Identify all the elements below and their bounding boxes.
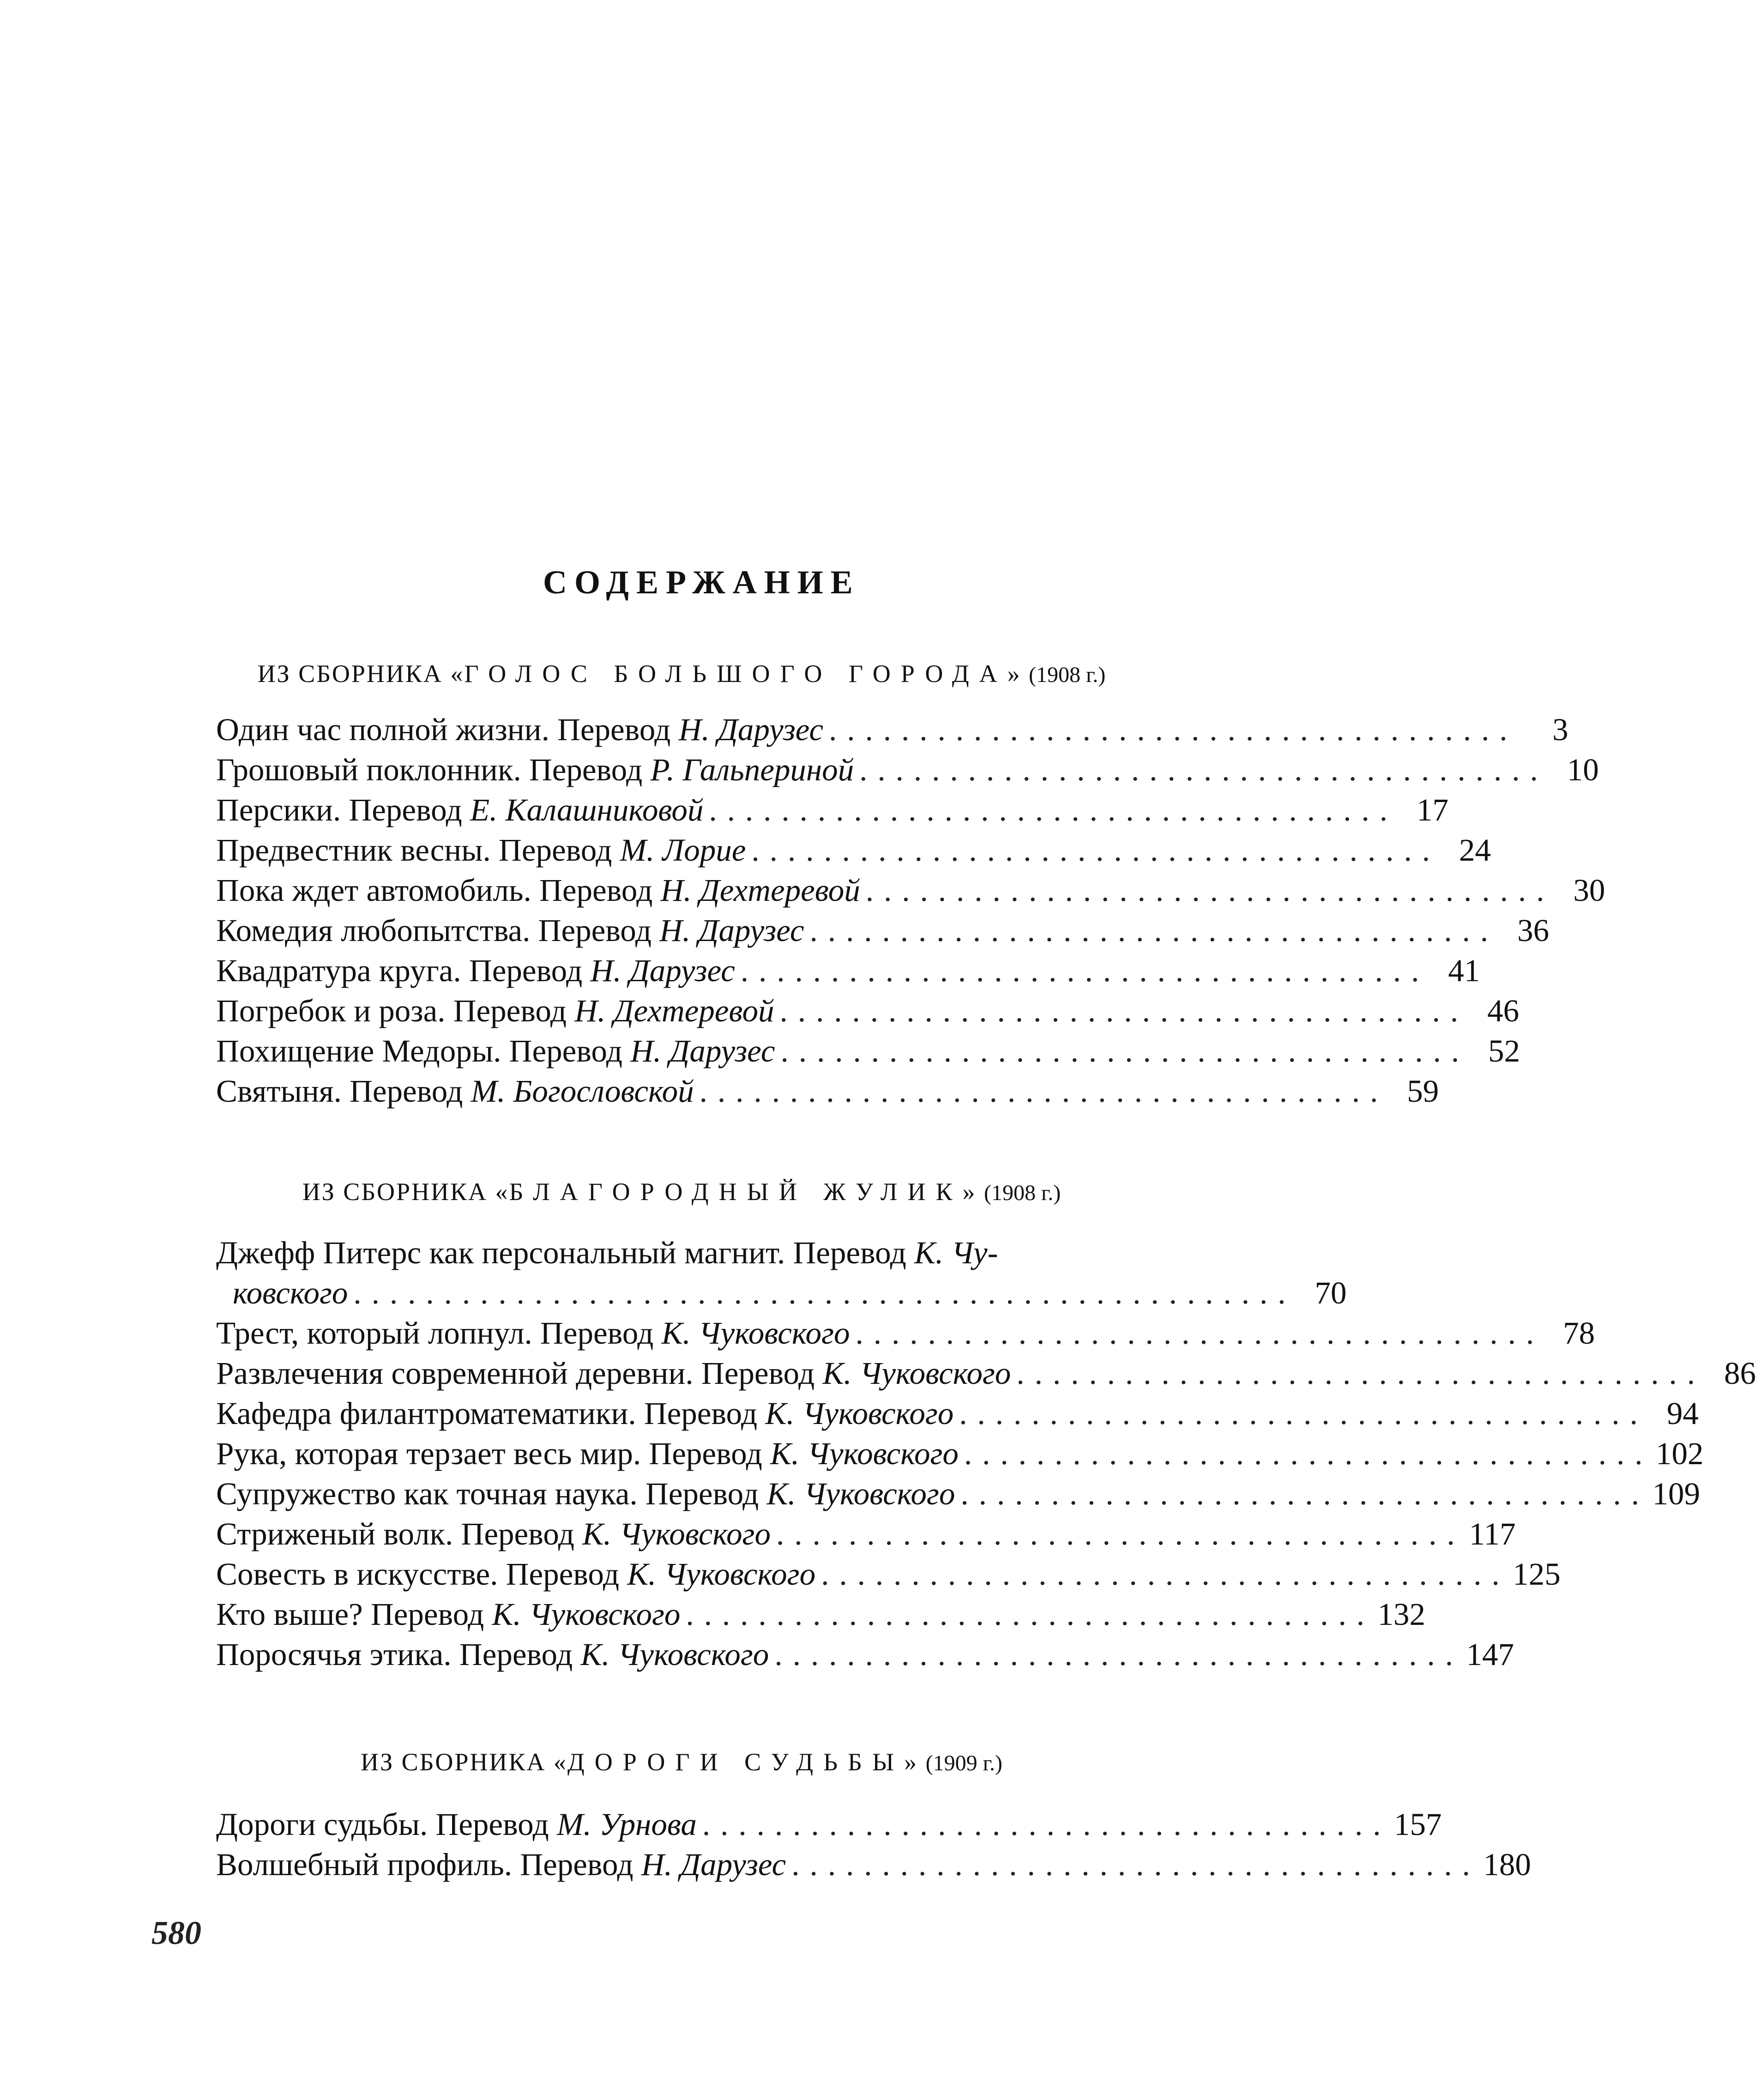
toc-section-2 bbox=[216, 1233, 1756, 1675]
leader-dots: ...................................... bbox=[821, 1557, 1510, 1592]
entry-page: 70 bbox=[1315, 1275, 1347, 1310]
toc-entry[interactable] bbox=[216, 991, 1519, 1031]
entry-page: 147 bbox=[1466, 1637, 1514, 1672]
toc-entry[interactable] bbox=[216, 1514, 1516, 1554]
entry-translator: К. Чуковского bbox=[582, 1516, 771, 1551]
entry-page: 52 bbox=[1488, 1033, 1520, 1068]
entry-title: Развлечения современной деревни. Перевод bbox=[216, 1356, 815, 1391]
entry-page: 109 bbox=[1652, 1476, 1700, 1511]
entry-page: 59 bbox=[1407, 1074, 1439, 1109]
toc-entry[interactable] bbox=[216, 1804, 1442, 1845]
toc-section-1 bbox=[216, 710, 1605, 1111]
toc-entry[interactable] bbox=[216, 1434, 1704, 1474]
entry-page: 3 bbox=[1552, 712, 1569, 747]
toc-entry[interactable] bbox=[216, 870, 1605, 911]
entry-translator: К. Чуковского bbox=[822, 1356, 1011, 1391]
entry-translator: Н. Дехтеревой bbox=[574, 993, 774, 1028]
section-year: (1908 г.) bbox=[984, 1181, 1061, 1205]
leader-dots: ...................................... bbox=[740, 953, 1430, 988]
entry-page: 157 bbox=[1394, 1807, 1442, 1842]
toc-entry[interactable] bbox=[216, 1233, 1186, 1273]
entry-translator: Е. Калашниковой bbox=[470, 792, 704, 827]
toc-entry[interactable] bbox=[216, 911, 1549, 951]
leader-dots: ...................................... bbox=[774, 1637, 1463, 1672]
page-number: 580 bbox=[151, 1914, 201, 1951]
entry-title: Святыня. Перевод bbox=[216, 1074, 463, 1109]
toc-entry[interactable] bbox=[216, 1031, 1520, 1071]
leader-dots: ...................................... bbox=[964, 1436, 1653, 1471]
entry-translator: К. Чуковского bbox=[627, 1557, 816, 1592]
entry-title: Кто выше? Перевод bbox=[216, 1597, 484, 1632]
entry-title: Грошовый поклонник. Перевод bbox=[216, 752, 643, 787]
section-prefix: ИЗ СБОРНИКА « bbox=[361, 1748, 567, 1776]
section-name: ГОЛОС БОЛЬШОГО ГОРОДА bbox=[464, 660, 1008, 688]
section-suffix: » bbox=[1007, 660, 1021, 688]
leader-dots: ...................................... bbox=[709, 792, 1398, 827]
entry-page: 117 bbox=[1469, 1516, 1516, 1551]
leader-dots: ...................................... bbox=[791, 1847, 1480, 1882]
entry-page: 46 bbox=[1487, 993, 1519, 1028]
entry-translator: К. Чуковского bbox=[580, 1637, 769, 1672]
entry-title: Поросячья этика. Перевод bbox=[216, 1637, 573, 1672]
entry-translator: Н. Дарузес bbox=[630, 1033, 775, 1068]
entry-title: Один час полной жизни. Перевод bbox=[216, 712, 671, 747]
entry-translator: Р. Гальпериной bbox=[650, 752, 854, 787]
section-name: ДОРОГИ СУДЬБЫ bbox=[567, 1748, 905, 1776]
leader-dots: ...................................... bbox=[959, 1396, 1648, 1431]
leader-dots: ...................................... bbox=[751, 833, 1440, 868]
entry-translator: К. Чу- bbox=[914, 1235, 998, 1270]
entry-page: 94 bbox=[1666, 1396, 1699, 1431]
entry-title: Комедия любопытства. Перевод bbox=[216, 913, 652, 948]
leader-dots: ...................................... bbox=[702, 1807, 1391, 1842]
entry-page: 17 bbox=[1416, 792, 1448, 827]
section-prefix: ИЗ СБОРНИКА « bbox=[302, 1178, 509, 1206]
entry-translator: К. Чуковского bbox=[661, 1316, 850, 1351]
entry-title: Предвестник весны. Перевод bbox=[216, 833, 612, 868]
section-year: (1909 г.) bbox=[925, 1751, 1002, 1775]
toc-entry[interactable] bbox=[216, 750, 1599, 790]
page-title: СОДЕРЖАНИЕ bbox=[543, 564, 860, 601]
leader-dots: ...................................... bbox=[780, 1033, 1469, 1068]
toc-entry[interactable] bbox=[216, 1474, 1700, 1514]
leader-dots: ...................................... bbox=[1016, 1356, 1705, 1391]
toc-entry[interactable] bbox=[216, 710, 1569, 750]
entry-page: 102 bbox=[1655, 1436, 1704, 1471]
leader-dots: ...................................... bbox=[699, 1074, 1388, 1109]
section-suffix: » bbox=[904, 1748, 918, 1776]
entry-title: Совесть в искусстве. Перевод bbox=[216, 1557, 619, 1592]
toc-entry[interactable] bbox=[216, 1071, 1439, 1111]
entry-translator: Н. Дарузес bbox=[678, 712, 823, 747]
entry-title: Рука, которая терзает весь мир. Перевод bbox=[216, 1436, 762, 1471]
toc-entry[interactable] bbox=[216, 1353, 1756, 1394]
entry-page: 86 bbox=[1724, 1356, 1756, 1391]
section-name: БЛАГОРОДНЫЙ ЖУЛИК bbox=[509, 1178, 963, 1206]
entry-page: 125 bbox=[1513, 1557, 1561, 1592]
entry-title: Пока ждет автомобиль. Перевод bbox=[216, 873, 653, 908]
entry-translator: Н. Дарузес bbox=[590, 953, 735, 988]
entry-translator: К. Чуковского bbox=[766, 1476, 955, 1511]
entry-title: Похищение Медоры. Перевод bbox=[216, 1033, 622, 1068]
entry-translator: К. Чуковского bbox=[770, 1436, 959, 1471]
toc-entry[interactable] bbox=[216, 1394, 1699, 1434]
leader-dots: ...................................... bbox=[686, 1597, 1375, 1632]
section-heading-1 bbox=[0, 659, 1363, 688]
leader-dots: ...................................... bbox=[855, 1316, 1544, 1351]
entry-translator: Н. Дарузес bbox=[659, 913, 804, 948]
toc-entry-continuation[interactable] bbox=[216, 1273, 1347, 1313]
entry-page: 36 bbox=[1517, 913, 1549, 948]
leader-dots: ...................................... bbox=[865, 873, 1555, 908]
section-heading-3 bbox=[0, 1748, 1363, 1776]
entry-title: Супружество как точная наука. Перевод bbox=[216, 1476, 759, 1511]
entry-page: 78 bbox=[1563, 1316, 1595, 1351]
entry-page: 10 bbox=[1567, 752, 1599, 787]
entry-title: Джефф Питерс как персональный магнит. Перевод bbox=[216, 1235, 906, 1270]
toc-entry[interactable] bbox=[216, 1635, 1514, 1675]
section-year: (1908 г.) bbox=[1029, 663, 1106, 687]
leader-dots: ...................................... bbox=[779, 993, 1468, 1028]
entry-translator: ковского bbox=[233, 1275, 348, 1310]
entry-page: 180 bbox=[1483, 1847, 1531, 1882]
toc-entry[interactable] bbox=[216, 1594, 1425, 1635]
leader-dots: ...................................... bbox=[960, 1476, 1649, 1511]
leader-dots: .................................................... bbox=[353, 1275, 1296, 1310]
entry-title: Квадратура круга. Перевод bbox=[216, 953, 583, 988]
toc-entry[interactable] bbox=[216, 790, 1448, 830]
section-heading-2 bbox=[0, 1177, 1363, 1206]
section-suffix: » bbox=[962, 1178, 977, 1206]
leader-dots: ...................................... bbox=[859, 752, 1548, 787]
entry-page: 132 bbox=[1377, 1597, 1425, 1632]
entry-title: Персики. Перевод bbox=[216, 792, 462, 827]
leader-dots: ...................................... bbox=[828, 712, 1518, 747]
entry-translator: К. Чуковского bbox=[765, 1396, 954, 1431]
entry-translator: К. Чуковского bbox=[492, 1597, 681, 1632]
entry-page: 30 bbox=[1573, 873, 1605, 908]
entry-title: Стриженый волк. Перевод bbox=[216, 1516, 574, 1551]
toc-entry[interactable] bbox=[216, 1845, 1531, 1885]
entry-translator: Н. Дехтеревой bbox=[660, 873, 860, 908]
entry-page: 24 bbox=[1459, 833, 1491, 868]
toc-entry[interactable] bbox=[216, 1313, 1595, 1353]
entry-title: Погребок и роза. Перевод bbox=[216, 993, 567, 1028]
entry-title: Дороги судьбы. Перевод bbox=[216, 1807, 549, 1842]
entry-translator: М. Урнова bbox=[557, 1807, 697, 1842]
entry-translator: Н. Дарузес bbox=[641, 1847, 786, 1882]
toc-section-3 bbox=[216, 1804, 1531, 1885]
leader-dots: ...................................... bbox=[776, 1516, 1465, 1551]
section-prefix: ИЗ СБОРНИКА « bbox=[257, 660, 465, 688]
leader-dots: ...................................... bbox=[809, 913, 1498, 948]
entry-page: 41 bbox=[1448, 953, 1480, 988]
toc-entry[interactable] bbox=[216, 951, 1480, 991]
entry-title: Кафедра филантроматематики. Перевод bbox=[216, 1396, 758, 1431]
toc-entry[interactable] bbox=[216, 830, 1491, 870]
toc-entry[interactable] bbox=[216, 1554, 1561, 1594]
entry-title: Трест, который лопнул. Перевод bbox=[216, 1316, 654, 1351]
entry-translator: М. Богословской bbox=[471, 1074, 694, 1109]
entry-title: Волшебный профиль. Перевод bbox=[216, 1847, 634, 1882]
entry-translator: М. Лорие bbox=[620, 833, 746, 868]
